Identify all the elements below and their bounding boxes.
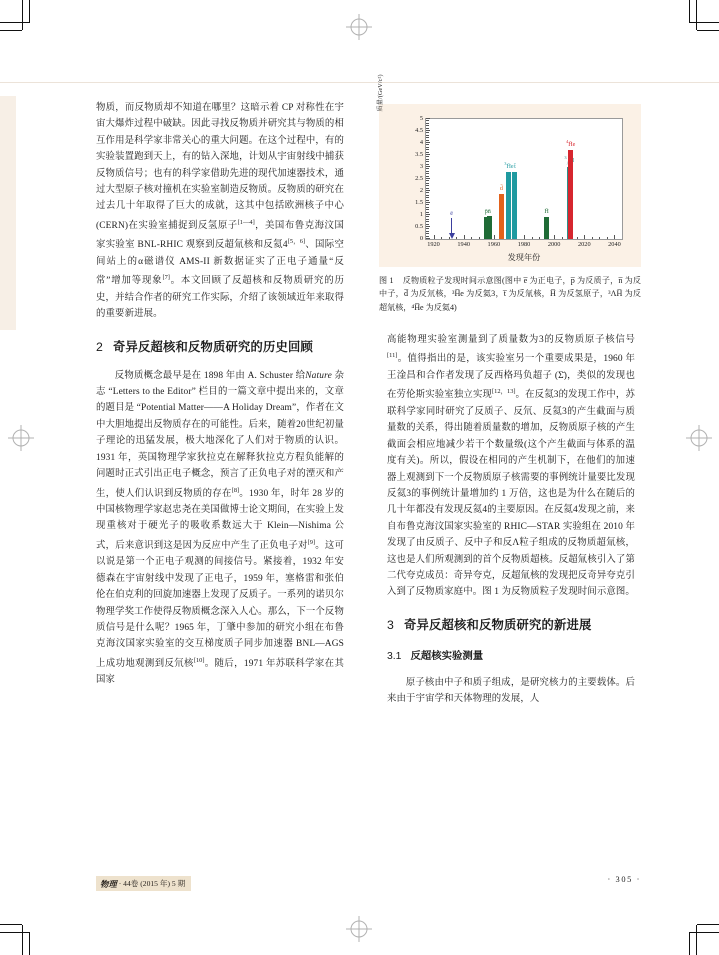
chart-x-minor-tick: [577, 237, 578, 240]
journal-name-nature: Nature: [305, 370, 332, 381]
chart-point-label: t̄: [514, 164, 516, 170]
crop-mark-top-right-v: [696, 0, 697, 30]
chart-y-tick-label: 3.5: [415, 151, 423, 159]
chart-y-minor-tick: [426, 144, 429, 145]
page-edge-tab: [0, 96, 16, 330]
paragraph-history: [96, 368, 344, 689]
paragraph-history-text-5: 。随后，1971 年苏联科学家在其国家: [96, 658, 344, 686]
crop-mark-top-left-v2: [29, 0, 30, 22]
chart-point-label: p̄: [484, 208, 488, 215]
figure-1: [377, 74, 641, 314]
registration-mark-top: [346, 14, 372, 40]
chart-y-tick-label: 2: [419, 187, 423, 195]
citation-ref: [7]: [162, 274, 170, 282]
chart-x-tick-mark: [614, 235, 615, 239]
arrow-head-icon: [449, 233, 455, 239]
crop-mark-bottom-left-h2: [0, 924, 22, 925]
chart-y-minor-tick: [426, 140, 429, 141]
citation-ref: [12，13]: [492, 388, 516, 396]
chart-y-minor-tick: [426, 137, 429, 138]
crop-mark-bottom-right-v2: [689, 933, 690, 955]
chart-y-tick-label: 3: [419, 163, 423, 171]
chart-x-minor-tick: [479, 237, 480, 240]
chart-x-minor-tick: [456, 237, 457, 240]
figure-caption-text: 反物质粒子发现时间示意图(图中 e̅ 为正电子，p̅ 为反质子，n̅ 为反中子，d̅ 为反氘核，³H̅e 为反氦3，t̅ 为反氚核，H̅ 为反氢原子，³ΛH̅ 为反超氚核，⁴H̅e 为反氦4): [379, 276, 641, 312]
header-rule: [0, 82, 719, 83]
chart-x-minor-tick: [441, 237, 442, 240]
paragraph-antihelium: [387, 332, 635, 601]
page-number: · 305 ·: [607, 875, 641, 884]
chart-y-tick-mark: [426, 178, 430, 179]
left-column: [96, 100, 344, 689]
chart-x-minor-tick: [539, 237, 540, 240]
chart-y-minor-tick: [426, 236, 429, 237]
right-column: [387, 332, 635, 708]
chart-y-minor-tick: [426, 188, 429, 189]
chart-x-tick-label: 1960: [487, 241, 501, 248]
chart-y-minor-tick: [426, 128, 429, 129]
paragraph-intro-text-3: 、国际空间站上的α磁谱仪 AMS-II 新数据证实了正电子通量“反常”增加等现象: [96, 240, 344, 287]
chart-y-minor-tick: [426, 180, 429, 181]
chart-point-label: ē: [450, 210, 453, 217]
chart-y-minor-tick: [426, 147, 429, 148]
subsection-number: 3.1: [387, 650, 402, 662]
chart-y-minor-tick: [426, 149, 429, 150]
chart-x-minor-tick: [471, 237, 472, 240]
chart-y-minor-tick: [426, 173, 429, 174]
chart-y-minor-tick: [426, 135, 429, 136]
paragraph-intro-text-4: 。本文回顾了反超核和反物质研究的历史，并结合作者的研究工作实际，介绍了该领域近年来取得的重要新进展。: [96, 276, 344, 320]
chart-y-minor-tick: [426, 233, 429, 234]
chart-y-minor-tick: [426, 171, 429, 172]
chart-x-minor-tick: [592, 237, 593, 240]
chart-point-label: n̄: [487, 208, 491, 215]
chart-x-tick-mark: [434, 235, 435, 239]
chart-x-tick-label: 2020: [578, 241, 591, 248]
chart-y-tick-mark: [426, 214, 430, 215]
citation-ref: [1—4]: [237, 218, 255, 226]
chart-x-minor-tick: [607, 237, 608, 240]
chart-y-minor-tick: [426, 216, 429, 217]
figure-1-canvas: [377, 74, 641, 267]
crop-mark-bottom-left-v2: [29, 933, 30, 955]
chart-plot-area: [415, 115, 623, 248]
chart-y-tick-label: 4.5: [415, 127, 423, 135]
section-number: 2: [96, 339, 104, 354]
chart-y-tick-mark: [426, 130, 430, 131]
paragraph-history-text-4: 。这可以说是第一个正电子观测的间接信号。紧接着，1932 年安德森在宇宙射线中发现了正电子，1959 年，塞格雷和张伯伦在伯克利的回旋加速器上发现了反质子。一系列的诺贝尔物理学奖工作使得反物质概念深入人心。那么，下一个反物质信号是什么呢？1965 年，丁肇中参加的研究小组在布鲁克海汶国家实验室的交互梯度质子同步加速器 BNL—AGS 上成功地观测到反氘核: [96, 540, 344, 669]
section-heading-2: [96, 338, 344, 356]
chart-y-minor-tick: [426, 161, 429, 162]
registration-mark-bottom: [346, 916, 372, 942]
chart-point-label: $^3$H̄e: [504, 160, 514, 170]
citation-ref: [9]: [307, 538, 316, 546]
chart-x-tick-mark: [524, 235, 525, 239]
chart-y-minor-tick: [426, 156, 429, 157]
section-number: 3: [387, 617, 395, 632]
crop-mark-top-right-h: [689, 22, 719, 23]
citation-ref: [5，6]: [287, 238, 306, 246]
chart-y-minor-tick: [426, 231, 429, 232]
chart-point-label: $^4$H̄e: [566, 138, 576, 148]
crop-mark-bottom-right-h: [689, 932, 719, 933]
chart-y-minor-tick: [426, 159, 429, 160]
crop-mark-bottom-right-v: [696, 925, 697, 955]
citation-ref: [10]: [193, 656, 205, 664]
chart-y-tick-mark: [426, 142, 430, 143]
section-title: 奇异反超核和反物质研究的历史回顾: [113, 339, 313, 354]
chart-y-minor-tick: [426, 219, 429, 220]
citation-ref: [11]: [387, 352, 398, 360]
chart-y-minor-tick: [426, 195, 429, 196]
crop-mark-top-left-h2: [0, 30, 22, 31]
chart-x-tick-mark: [494, 235, 495, 239]
chart-y-tick-label: 1.5: [415, 199, 423, 207]
subsection-title: 反超核实验测量: [410, 649, 484, 662]
chart-y-tick-label: 2.5: [415, 175, 423, 183]
chart-y-minor-tick: [426, 200, 429, 201]
journal-logo: 物理: [100, 878, 117, 889]
chart-y-minor-tick: [426, 183, 429, 184]
chart-x-minor-tick: [562, 237, 563, 240]
crop-mark-top-left-h: [0, 22, 30, 23]
chart-y-tick-mark: [426, 154, 430, 155]
chart-y-minor-tick: [426, 197, 429, 198]
chart-x-tick-mark: [584, 235, 585, 239]
chart-y-tick-mark: [426, 118, 430, 119]
chart-bar-³H̅e: [504, 160, 514, 239]
chart-y-minor-tick: [426, 192, 429, 193]
chart-y-minor-tick: [426, 132, 429, 133]
paragraph-history-text-2: 杂志 “Letters to the Editor” 栏目的一篇文章中提出来的，文章的题目是 “Potential Matter——A Holiday Dream”，作者在文中大胆地提出反物质存在的可能性。后来，随着20世纪初量子理论的迅猛发展，极大地深化了人们对于物质的认识。1931 年，英国物理学家狄拉克在解释狄拉克方程负能解的问题时正式引出正电子概念，预言了正负电子对的湮灭和产生，使人们认识到反物质的存在: [96, 370, 344, 499]
footer-journal-band: [96, 876, 191, 891]
chart-y-tick-mark: [426, 202, 430, 203]
paragraph-antihelium-text-3: 。在反氦3的发现工作中，苏联科学家同时研究了反质子、反氘、反氦3的产生截面与质量数的关系，得出随着质量数的增加，反物质原子核的产生截面会相应地减少若干个数量级(这个产生截面与体系的温度有关)。所以，假设在相同的产生机制下，在他们的加速器上观测到下一个反物质原子核需要的事例统计量要比发现反氦3的事例统计量增加约 1 万倍，这也是为什么在随后的几十年都没有发现反氦4的主要原因。在反氦4发现之前，来自布鲁克海汶国家实验室的 RHIC—STAR 实验组在 2010 年发现了由反质子、反中子和反Λ粒子组成的反物质超氚核，这也是人们所观测到的首个反物质超核。反超氚核引入了第二代夸克成员：奇异夸克，反超氚核的发现把反奇异夸克引入到了反物质家庭中。图 1 为反物质粒子发现时间示意图。: [387, 390, 635, 598]
registration-mark-left: [8, 425, 34, 451]
chart-x-tick-label: 2000: [547, 241, 561, 248]
citation-ref: [8]: [231, 486, 240, 494]
chart-y-minor-tick: [426, 212, 429, 213]
chart-x-tick-label: 1920: [427, 241, 440, 248]
chart-y-tick-label: 5: [419, 115, 423, 123]
chart-y-minor-tick: [426, 168, 429, 169]
chart-y-minor-tick: [426, 164, 429, 165]
chart-point-label: d̄: [499, 186, 503, 193]
section-title: 奇异反超核和反物质研究的新进展: [404, 617, 592, 632]
chart-bar-t̅: [512, 164, 517, 239]
paragraph-antihelium-text-2: 。值得指出的是，该实验室另一个重要成果是，1960 年王淦昌和合作者发现了反西格玛负超子 (Σ̄)，类似的发现也在劳伦斯实验室独立实现: [387, 354, 635, 401]
chart-y-minor-tick: [426, 185, 429, 186]
chart-bar-d̅: [499, 186, 504, 239]
chart-y-minor-tick: [426, 207, 429, 208]
chart-point-label: H̄: [544, 208, 549, 215]
figure-caption-number: 图 1: [379, 276, 394, 285]
chart-y-tick-mark: [426, 166, 430, 167]
chart-y-minor-tick: [426, 123, 429, 124]
figure-1-caption: [379, 274, 641, 314]
paragraph-antihelium-text: 高能物理实验室测量到了质量数为3的反物质原子核信号: [387, 335, 635, 345]
paragraph-history-text-3: 。1930 年，时年 28 岁的中国核物理学家赵忠尧在美国做博士论文期间，在实验上发现重核对于硬光子的吸收系数远大于 Klein—Nishima 公式，后来意识到这是因为反应中产生了正负电子对: [96, 488, 344, 551]
crop-mark-top-left-v: [22, 0, 23, 30]
chart-x-tick-label: 1980: [517, 241, 531, 248]
crop-mark-bottom-left-h: [0, 932, 30, 933]
chart-bar-n̅: [487, 208, 492, 239]
chart-y-minor-tick: [426, 152, 429, 153]
chart-x-minor-tick: [599, 237, 600, 240]
chart-x-axis-label: 发现年份: [507, 253, 541, 262]
crop-mark-bottom-left-v: [22, 925, 23, 955]
crop-mark-bottom-right-h2: [697, 924, 719, 925]
registration-mark-right: [686, 425, 712, 451]
paragraph-intro-text-2: ，美国布鲁克海汶国家实验室 BNL-RHIC 观察到反超氚核和反氦4: [96, 220, 344, 251]
chart-y-minor-tick: [426, 125, 429, 126]
chart-y-minor-tick: [426, 204, 429, 205]
chart-y-tick-mark: [426, 226, 430, 227]
chart-x-tick-label: 2040: [608, 241, 621, 248]
chart-x-tick-label: 1940: [457, 241, 470, 248]
journal-issue: · 44卷 (2015 年) 5 期: [118, 879, 186, 888]
paragraph-nucleus: 原子核由中子和质子组成，是研究核力的主要载体。后来由于宇宙学和天体物理的发展，人: [387, 677, 635, 705]
subsection-heading-3-1: [387, 648, 635, 665]
crop-mark-top-right-v2: [689, 0, 690, 22]
chart-y-tick-mark: [426, 190, 430, 191]
chart-y-minor-tick: [426, 228, 429, 229]
paragraph-history-text: 反物质概念最早是在 1898 年由 A. Schuster 给: [114, 370, 306, 381]
chart-y-tick-label: 4: [419, 139, 423, 147]
paragraph-intro-text: 物质，而反物质却不知道在哪里？这暗示着 CP 对称性在宇宙大爆炸过程中破缺。因此寻找反物质并研究其与物质的相互作用是科学家非常关心的重大问题。在这个过程中，有的实验装置跑到天上，有的钻入深地，计划从宇宙射线中捕获反物质信号；也有的科学家借助先进的现代加速器技术，通过大型原子核对撞机在实验室制造反物质。反物质的研究在过去几十年取得了巨大的成就，这其中包括欧洲核子中心(CERN)在实验室捕捉到反氢原子: [96, 103, 344, 231]
chart-y-minor-tick: [426, 176, 429, 177]
chart-y-tick-mark: [426, 238, 430, 239]
arrow-stem: [451, 218, 452, 234]
chart-y-minor-tick: [426, 221, 429, 222]
section-heading-3: [387, 616, 635, 634]
chart-x-minor-tick: [532, 237, 533, 240]
chart-y-tick-label: 0.5: [415, 223, 423, 231]
chart-y-axis-label: 质量/(GeV/c²): [377, 74, 384, 112]
chart-bar-H̅: [544, 208, 549, 240]
crop-mark-top-right-h2: [697, 30, 719, 31]
chart-x-tick-mark: [554, 235, 555, 239]
chart-point-label: 3: [564, 155, 567, 161]
chart-y-minor-tick: [426, 209, 429, 210]
paragraph-intro: [96, 100, 344, 323]
chart-x-tick-mark: [464, 235, 465, 239]
chart-y-tick-label: 0: [419, 235, 423, 243]
chart-bar-⁴H̅e: [566, 138, 576, 239]
chart-y-minor-tick: [426, 224, 429, 225]
chart-y-minor-tick: [426, 120, 429, 121]
chart-y-tick-label: 1: [419, 211, 423, 219]
